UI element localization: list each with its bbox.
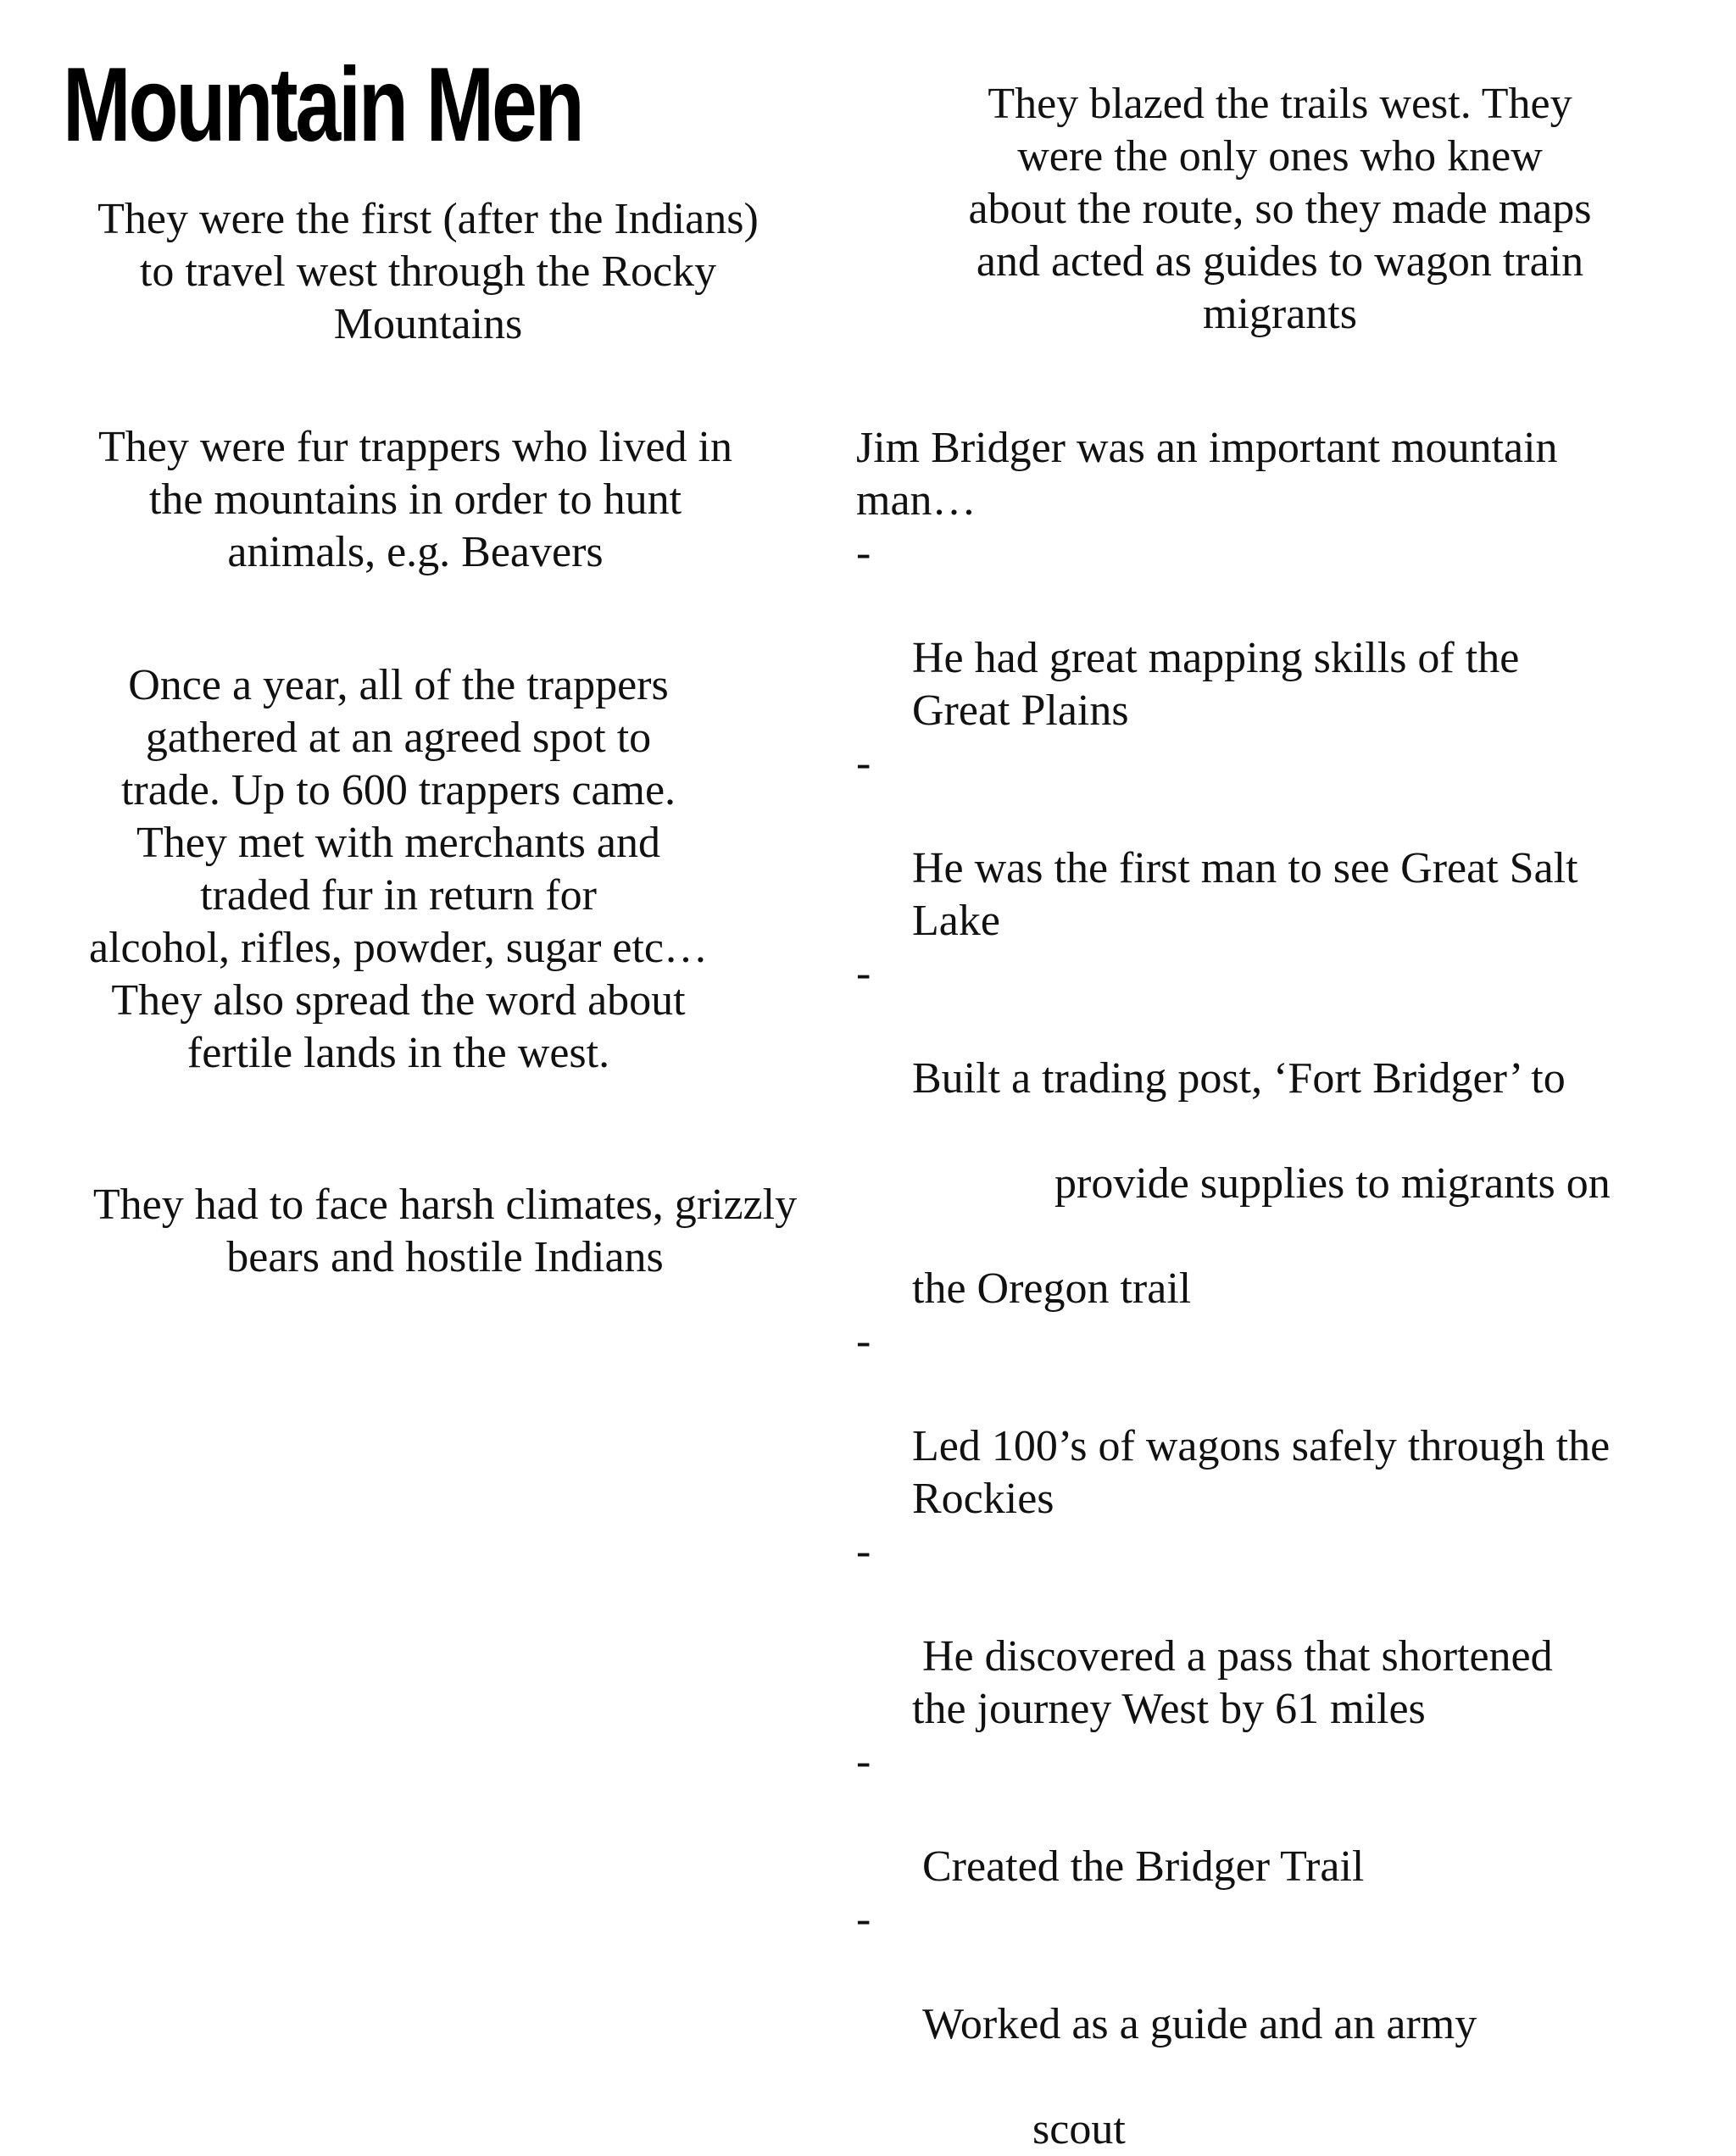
fact-text-continued: scout xyxy=(1032,2105,1126,2153)
bullet-dash: - xyxy=(856,1737,871,1786)
rendezvous-paragraph: Once a year, all of the trappers gathered at an agreed spot to trade. Up to 600 trappers came. They met with merchants and traded fur in return for alcohol, rifles, powder, sugar etc… They also spread the word about fertile lands in the west. xyxy=(88,661,708,1077)
fact-fort-bridger xyxy=(856,947,1712,1315)
fur-trappers-paragraph: They were fur trappers who lived in the mountains in order to hunt animals, e.g. Beavers xyxy=(98,423,732,576)
bullet-dash: - xyxy=(856,1895,871,1943)
bullet-dash: - xyxy=(856,739,871,787)
page-title: Mountain Men xyxy=(63,47,582,164)
first-travellers-paragraph: They were the first (after the Indians) to travel west through the Rocky Mountains xyxy=(97,195,759,348)
jim-bridger-facts-list xyxy=(856,527,1712,2156)
bullet-dash: - xyxy=(856,1527,871,1575)
bullet-dash: - xyxy=(856,529,871,577)
fact-text: Worked as a guide and an army xyxy=(922,2000,1477,2048)
fact-mapping-skills xyxy=(856,527,1712,737)
jim-bridger-intro: Jim Bridger was an important mountain man… xyxy=(856,424,1558,525)
fact-text-continued: the Oregon trail xyxy=(912,1264,1192,1313)
fact-great-salt-lake xyxy=(856,737,1712,947)
fact-text: Created the Bridger Trail xyxy=(922,1842,1365,1891)
fact-text: Built a trading post, ‘Fort Bridger’ to xyxy=(912,1054,1566,1103)
fact-text: He had great mapping skills of the Great Plains xyxy=(912,634,1520,735)
fact-discovered-pass xyxy=(856,1525,1712,1736)
fact-text: Led 100’s of wagons safely through the Rockies xyxy=(912,1422,1611,1523)
bullet-dash: - xyxy=(856,949,871,997)
trail-blazers-paragraph: They blazed the trails west. They were the only ones who knew about the route, so they made maps and acted as guides to wagon train migrants xyxy=(968,80,1592,338)
fact-text: He was the first man to see Great Salt Lake xyxy=(912,844,1578,945)
bullet-dash: - xyxy=(856,1317,871,1365)
fact-text: He discovered a pass that shortened the journey West by 61 miles xyxy=(912,1632,1553,1733)
dangers-paragraph: They had to face harsh climates, grizzly bears and hostile Indians xyxy=(92,1181,798,1281)
fact-bridger-trail xyxy=(856,1736,1712,1893)
fact-led-wagons xyxy=(856,1315,1712,1525)
fact-text-continued: provide supplies to migrants on xyxy=(1054,1159,1611,1208)
fact-guide-and-scout xyxy=(856,1893,1712,2156)
